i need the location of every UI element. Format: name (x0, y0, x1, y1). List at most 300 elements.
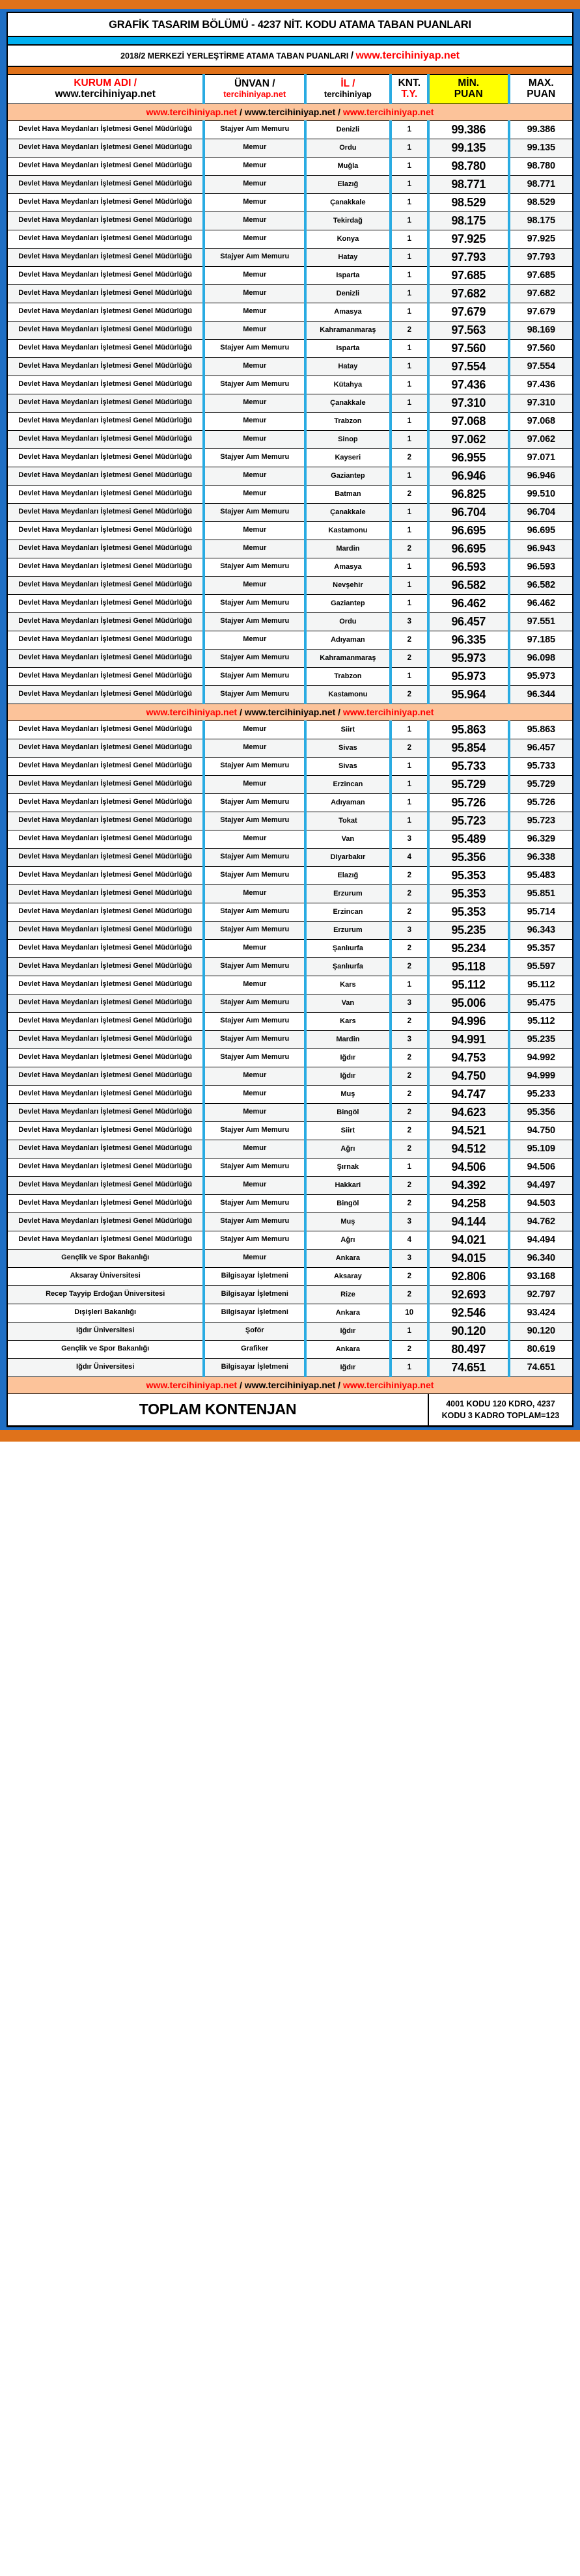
cell-kurum: Iğdır Üniversitesi (8, 1358, 204, 1377)
cell-knt: 1 (391, 284, 428, 303)
table-row (8, 884, 572, 903)
table-row (8, 1030, 572, 1048)
cell-kurum: Devlet Hava Meydanları İşletmesi Genel Müdürlüğü (8, 884, 204, 903)
cell-il: Ordu (305, 139, 391, 157)
cell-kurum: Devlet Hava Meydanları İşletmesi Genel Müdürlüğü (8, 303, 204, 321)
subtitle-text: 2018/2 MERKEZİ YERLEŞTİRME ATAMA TABAN PUANLARI (120, 51, 349, 61)
table-row (8, 230, 572, 248)
cell-il: Siirt (305, 720, 391, 739)
cell-max: 90.120 (509, 1322, 573, 1340)
cell-il: Elazığ (305, 175, 391, 193)
cell-min: 95.964 (428, 685, 509, 704)
table-row (8, 1176, 572, 1194)
cell-max: 94.999 (509, 1067, 573, 1085)
cell-kurum: Devlet Hava Meydanları İşletmesi Genel Müdürlüğü (8, 921, 204, 939)
table-row (8, 1067, 572, 1085)
cell-unvan: Memur (204, 775, 305, 793)
table-row (8, 1340, 572, 1358)
cell-max: 74.651 (509, 1358, 573, 1377)
cell-knt: 4 (391, 848, 428, 866)
cell-min: 98.780 (428, 157, 509, 175)
cell-max: 92.797 (509, 1285, 573, 1304)
table-row (8, 720, 572, 739)
table-row (8, 485, 572, 503)
table-row (8, 193, 572, 212)
cell-min: 94.750 (428, 1067, 509, 1085)
cell-knt: 2 (391, 540, 428, 558)
cell-min: 95.733 (428, 757, 509, 775)
cell-max: 97.554 (509, 357, 573, 376)
cell-kurum: Devlet Hava Meydanları İşletmesi Genel Müdürlüğü (8, 1085, 204, 1103)
cell-knt: 1 (391, 793, 428, 812)
cell-il: Aksaray (305, 1267, 391, 1285)
cell-il: Erzincan (305, 903, 391, 921)
cell-max: 98.780 (509, 157, 573, 175)
cell-min: 99.386 (428, 120, 509, 139)
cell-unvan: Memur (204, 157, 305, 175)
cell-il: Rize (305, 1285, 391, 1304)
cell-kurum: Devlet Hava Meydanları İşletmesi Genel Müdürlüğü (8, 631, 204, 649)
cell-min: 95.863 (428, 720, 509, 739)
cell-kurum: Devlet Hava Meydanları İşletmesi Genel Müdürlüğü (8, 248, 204, 266)
cell-max: 98.175 (509, 212, 573, 230)
cell-unvan: Stajyer Aım Memuru (204, 1158, 305, 1176)
cell-unvan: Memur (204, 1067, 305, 1085)
cell-min: 95.006 (428, 994, 509, 1012)
cell-unvan: Stajyer Aım Memuru (204, 594, 305, 612)
cell-knt: 1 (391, 376, 428, 394)
cell-min: 95.235 (428, 921, 509, 939)
cell-knt: 1 (391, 175, 428, 193)
table-row (8, 685, 572, 704)
cell-il: Kastamonu (305, 685, 391, 704)
cell-kurum: Devlet Hava Meydanları İşletmesi Genel Müdürlüğü (8, 376, 204, 394)
cell-max: 96.098 (509, 649, 573, 667)
cell-min: 98.771 (428, 175, 509, 193)
cell-knt: 2 (391, 866, 428, 884)
table-row (8, 1121, 572, 1140)
cell-unvan: Stajyer Aım Memuru (204, 667, 305, 685)
cell-min: 74.651 (428, 1358, 509, 1377)
table-row (8, 540, 572, 558)
cell-unvan: Stajyer Aım Memuru (204, 812, 305, 830)
cell-unvan: Stajyer Aım Memuru (204, 248, 305, 266)
cell-min: 95.112 (428, 976, 509, 994)
cell-min: 96.825 (428, 485, 509, 503)
cell-max: 96.340 (509, 1249, 573, 1267)
cell-il: Iğdır (305, 1358, 391, 1377)
cell-knt: 2 (391, 1103, 428, 1121)
cell-unvan: Memur (204, 939, 305, 957)
table-row (8, 1140, 572, 1158)
cell-il: Isparta (305, 339, 391, 357)
table-row (8, 412, 572, 430)
cell-max: 96.344 (509, 685, 573, 704)
cell-unvan: Stajyer Aım Memuru (204, 848, 305, 866)
cell-unvan: Memur (204, 412, 305, 430)
cell-kurum: Devlet Hava Meydanları İşletmesi Genel Müdürlüğü (8, 448, 204, 467)
cell-unvan: Stajyer Aım Memuru (204, 649, 305, 667)
cell-unvan: Memur (204, 1140, 305, 1158)
cell-max: 96.946 (509, 467, 573, 485)
cell-il: Muş (305, 1085, 391, 1103)
cell-max: 98.529 (509, 193, 573, 212)
cell-min: 97.062 (428, 430, 509, 448)
promo-banner-top-cell[interactable] (8, 103, 572, 120)
cell-min: 94.996 (428, 1012, 509, 1030)
cell-il: Van (305, 830, 391, 848)
cell-kurum: Devlet Hava Meydanları İşletmesi Genel Müdürlüğü (8, 1121, 204, 1140)
cell-max: 95.597 (509, 957, 573, 976)
unvan-header-line1: ÜNVAN / (234, 78, 275, 90)
cell-il: Mardin (305, 540, 391, 558)
cell-kurum: Devlet Hava Meydanları İşletmesi Genel Müdürlüğü (8, 139, 204, 157)
cell-unvan: Stajyer Aım Memuru (204, 448, 305, 467)
cell-unvan: Stajyer Aım Memuru (204, 1194, 305, 1213)
cell-unvan: Memur (204, 631, 305, 649)
table-header-row (8, 75, 572, 104)
cell-min: 96.593 (428, 558, 509, 576)
cell-knt: 2 (391, 448, 428, 467)
cell-max: 96.343 (509, 921, 573, 939)
table-row (8, 994, 572, 1012)
column-header-il (305, 75, 391, 104)
cell-knt: 2 (391, 1340, 428, 1358)
cell-kurum: Devlet Hava Meydanları İşletmesi Genel Müdürlüğü (8, 957, 204, 976)
cell-il: Siirt (305, 1121, 391, 1140)
cell-unvan: Memur (204, 230, 305, 248)
cell-min: 90.120 (428, 1322, 509, 1340)
table-row (8, 1358, 572, 1377)
cell-il: Gaziantep (305, 594, 391, 612)
cell-kurum: Devlet Hava Meydanları İşletmesi Genel Müdürlüğü (8, 1231, 204, 1249)
cell-max: 96.593 (509, 558, 573, 576)
cell-min: 94.015 (428, 1249, 509, 1267)
table-row (8, 120, 572, 139)
cell-kurum: Devlet Hava Meydanları İşletmesi Genel Müdürlüğü (8, 339, 204, 357)
cell-knt: 3 (391, 921, 428, 939)
cell-knt: 2 (391, 1048, 428, 1067)
cell-il: Gaziantep (305, 467, 391, 485)
cell-kurum: Devlet Hava Meydanları İşletmesi Genel Müdürlüğü (8, 848, 204, 866)
cell-knt: 2 (391, 321, 428, 339)
cell-il: Diyarbakır (305, 848, 391, 866)
cell-min: 96.462 (428, 594, 509, 612)
cell-unvan: Stajyer Aım Memuru (204, 1012, 305, 1030)
cell-min: 94.144 (428, 1213, 509, 1231)
cell-il: Isparta (305, 266, 391, 284)
max-header-line2: PUAN (527, 89, 556, 100)
cell-min: 97.793 (428, 248, 509, 266)
column-header-knt (391, 75, 428, 104)
table-row (8, 321, 572, 339)
cell-il: Şırnak (305, 1158, 391, 1176)
cell-il: Kahramanmaraş (305, 321, 391, 339)
cell-max: 97.068 (509, 412, 573, 430)
il-header-line1: İL / (340, 78, 355, 90)
cell-kurum: Devlet Hava Meydanları İşletmesi Genel Müdürlüğü (8, 1103, 204, 1121)
cell-kurum: Devlet Hava Meydanları İşletmesi Genel Müdürlüğü (8, 430, 204, 448)
bottom-orange-bar (0, 1430, 580, 1442)
max-header-line1: MAX. (528, 77, 554, 89)
cell-unvan: Memur (204, 467, 305, 485)
cell-il: Ankara (305, 1304, 391, 1322)
cell-il: Iğdır (305, 1048, 391, 1067)
cell-unvan: Memur (204, 1085, 305, 1103)
cell-max: 99.135 (509, 139, 573, 157)
cell-kurum: Devlet Hava Meydanları İşletmesi Genel Müdürlüğü (8, 266, 204, 284)
table-row (8, 521, 572, 540)
subtitle-website[interactable]: www.tercihiniyap.net (355, 50, 460, 61)
cell-unvan: Memur (204, 540, 305, 558)
cell-min: 97.685 (428, 266, 509, 284)
cell-knt: 1 (391, 757, 428, 775)
cell-min: 96.695 (428, 521, 509, 540)
cell-max: 98.169 (509, 321, 573, 339)
cell-max: 97.062 (509, 430, 573, 448)
cell-knt: 1 (391, 193, 428, 212)
cell-unvan: Stajyer Aım Memuru (204, 1231, 305, 1249)
cell-knt: 2 (391, 903, 428, 921)
table-row (8, 848, 572, 866)
cell-kurum: Devlet Hava Meydanları İşletmesi Genel Müdürlüğü (8, 412, 204, 430)
cell-max: 80.619 (509, 1340, 573, 1358)
cell-il: Muş (305, 1213, 391, 1231)
cell-min: 97.682 (428, 284, 509, 303)
table-row (8, 558, 572, 576)
cell-min: 97.679 (428, 303, 509, 321)
table-row (8, 830, 572, 848)
cell-kurum: Devlet Hava Meydanları İşletmesi Genel Müdürlüğü (8, 157, 204, 175)
cell-il: Sinop (305, 430, 391, 448)
table-row (8, 467, 572, 485)
cell-min: 95.356 (428, 848, 509, 866)
cell-il: Tekirdağ (305, 212, 391, 230)
cell-kurum: Devlet Hava Meydanları İşletmesi Genel Müdürlüğü (8, 558, 204, 576)
cell-max: 95.723 (509, 812, 573, 830)
cell-unvan: Stajyer Aım Memuru (204, 1030, 305, 1048)
promo-bot-sep1: / (237, 1379, 245, 1390)
table-row (8, 157, 572, 175)
cell-min: 97.560 (428, 339, 509, 357)
cell-knt: 1 (391, 1322, 428, 1340)
cell-il: Mardin (305, 1030, 391, 1048)
cell-unvan: Memur (204, 430, 305, 448)
cell-min: 96.946 (428, 467, 509, 485)
cell-unvan: Memur (204, 521, 305, 540)
kurum-header-line2: www.tercihiniyap.net (55, 89, 156, 100)
cell-max: 96.457 (509, 739, 573, 757)
cell-knt: 2 (391, 1285, 428, 1304)
cell-kurum: Devlet Hava Meydanları İşletmesi Genel Müdürlüğü (8, 649, 204, 667)
cell-unvan: Memur (204, 720, 305, 739)
cell-max: 96.943 (509, 540, 573, 558)
promo-banner-middle-cell[interactable] (8, 704, 572, 720)
cell-il: Batman (305, 485, 391, 503)
cell-max: 96.695 (509, 521, 573, 540)
cell-il: Trabzon (305, 412, 391, 430)
cell-knt: 2 (391, 631, 428, 649)
cell-max: 95.483 (509, 866, 573, 884)
cell-il: Erzurum (305, 921, 391, 939)
cell-max: 97.793 (509, 248, 573, 266)
table-row (8, 939, 572, 957)
promo-part3: www.tercihiniyap.net (342, 106, 434, 117)
cell-knt: 2 (391, 1012, 428, 1030)
cell-knt: 1 (391, 594, 428, 612)
cell-knt: 2 (391, 685, 428, 704)
cell-kurum: Devlet Hava Meydanları İşletmesi Genel Müdürlüğü (8, 1012, 204, 1030)
cell-il: Şanlıurfa (305, 939, 391, 957)
cell-unvan: Bilgisayar İşletmeni (204, 1304, 305, 1322)
cell-unvan: Memur (204, 394, 305, 412)
cell-knt: 3 (391, 612, 428, 631)
promo-sep2: / (335, 106, 343, 117)
cell-il: Erzurum (305, 884, 391, 903)
cell-knt: 2 (391, 1267, 428, 1285)
table-row (8, 1103, 572, 1121)
cell-unvan: Stajyer Aım Memuru (204, 339, 305, 357)
cell-max: 95.235 (509, 1030, 573, 1048)
cell-knt: 1 (391, 230, 428, 248)
table-row (8, 394, 572, 412)
cell-max: 97.551 (509, 612, 573, 631)
table-row (8, 175, 572, 193)
cell-knt: 1 (391, 1158, 428, 1176)
orange-divider (8, 67, 572, 74)
total-quota-row (8, 1393, 572, 1425)
cell-il: Ordu (305, 612, 391, 631)
cell-min: 95.854 (428, 739, 509, 757)
cell-max: 97.685 (509, 266, 573, 284)
cell-il: Trabzon (305, 667, 391, 685)
content-panel (7, 12, 573, 1427)
subtitle-separator: / (350, 50, 353, 61)
cell-knt: 2 (391, 1176, 428, 1194)
cell-il: Konya (305, 230, 391, 248)
column-header-min-puan (428, 75, 509, 104)
cell-knt: 2 (391, 1140, 428, 1158)
cell-knt: 3 (391, 830, 428, 848)
table-row (8, 667, 572, 685)
table-row (8, 376, 572, 394)
cell-kurum: Devlet Hava Meydanları İşletmesi Genel Müdürlüğü (8, 594, 204, 612)
promo-bot-part2: www.tercihiniyap.net (244, 1379, 336, 1390)
cell-knt: 1 (391, 412, 428, 430)
cell-unvan: Stajyer Aım Memuru (204, 866, 305, 884)
cell-kurum: Devlet Hava Meydanları İşletmesi Genel Müdürlüğü (8, 576, 204, 594)
cell-max: 97.560 (509, 339, 573, 357)
cell-il: Iğdır (305, 1067, 391, 1085)
cell-kurum: Devlet Hava Meydanları İşletmesi Genel Müdürlüğü (8, 1140, 204, 1158)
cell-kurum: Devlet Hava Meydanları İşletmesi Genel Müdürlüğü (8, 230, 204, 248)
cell-unvan: Stajyer Aım Memuru (204, 757, 305, 775)
cell-il: Hatay (305, 248, 391, 266)
cell-kurum: Recep Tayyip Erdoğan Üniversitesi (8, 1285, 204, 1304)
cell-il: Çanakkale (305, 394, 391, 412)
cell-il: Iğdır (305, 1322, 391, 1340)
cell-max: 95.726 (509, 793, 573, 812)
promo-sep1: / (237, 106, 245, 117)
promo-banner-bottom (8, 1377, 572, 1393)
top-orange-bar (0, 0, 580, 9)
cell-min: 96.335 (428, 631, 509, 649)
cell-min: 95.353 (428, 903, 509, 921)
cell-min: 95.489 (428, 830, 509, 848)
cell-unvan: Stajyer Aım Memuru (204, 612, 305, 631)
table-row (8, 1012, 572, 1030)
min-header-line1: MİN. (458, 77, 480, 89)
cell-min: 95.118 (428, 957, 509, 976)
cell-max: 94.992 (509, 1048, 573, 1067)
promo-banner-top (8, 103, 572, 120)
table-row (8, 775, 572, 793)
cell-min: 95.353 (428, 884, 509, 903)
kurum-header-line1: KURUM ADI / (74, 77, 137, 89)
cell-min: 96.457 (428, 612, 509, 631)
cell-max: 96.582 (509, 576, 573, 594)
cell-kurum: Gençlik ve Spor Bakanlığı (8, 1249, 204, 1267)
cell-max: 99.510 (509, 485, 573, 503)
cell-kurum: Devlet Hava Meydanları İşletmesi Genel Müdürlüğü (8, 503, 204, 521)
cell-unvan: Memur (204, 266, 305, 284)
cell-unvan: Memur (204, 175, 305, 193)
cell-kurum: Devlet Hava Meydanları İşletmesi Genel Müdürlüğü (8, 485, 204, 503)
table-row (8, 212, 572, 230)
cell-max: 97.925 (509, 230, 573, 248)
table-row (8, 1085, 572, 1103)
cell-min: 92.806 (428, 1267, 509, 1285)
cell-knt: 2 (391, 957, 428, 976)
cell-knt: 3 (391, 994, 428, 1012)
cell-kurum: Devlet Hava Meydanları İşletmesi Genel Müdürlüğü (8, 793, 204, 812)
cell-min: 95.729 (428, 775, 509, 793)
table-row (8, 1213, 572, 1231)
cell-max: 96.462 (509, 594, 573, 612)
cell-knt: 1 (391, 720, 428, 739)
cell-unvan: Memur (204, 193, 305, 212)
cell-il: Bingöl (305, 1103, 391, 1121)
promo-mid-sep2: / (335, 706, 343, 717)
cell-knt: 3 (391, 1249, 428, 1267)
cell-max: 95.356 (509, 1103, 573, 1121)
cell-il: Nevşehir (305, 576, 391, 594)
cell-max: 99.386 (509, 120, 573, 139)
cell-knt: 1 (391, 266, 428, 284)
cell-knt: 1 (391, 120, 428, 139)
cell-il: Sivas (305, 757, 391, 775)
cell-kurum: Devlet Hava Meydanları İşletmesi Genel Müdürlüğü (8, 394, 204, 412)
table-row (8, 793, 572, 812)
cell-kurum: Iğdır Üniversitesi (8, 1322, 204, 1340)
cell-knt: 1 (391, 339, 428, 357)
cell-kurum: Devlet Hava Meydanları İşletmesi Genel Müdürlüğü (8, 212, 204, 230)
cell-max: 95.112 (509, 1012, 573, 1030)
table-row (8, 1249, 572, 1267)
cell-kurum: Devlet Hava Meydanları İşletmesi Genel Müdürlüğü (8, 521, 204, 540)
cell-min: 92.546 (428, 1304, 509, 1322)
cell-max: 94.497 (509, 1176, 573, 1194)
cell-knt: 1 (391, 430, 428, 448)
table-row (8, 1304, 572, 1322)
promo-banner-bottom-cell[interactable] (8, 1377, 572, 1393)
cell-min: 95.726 (428, 793, 509, 812)
cell-knt: 2 (391, 739, 428, 757)
total-quota-label: TOPLAM KONTENJAN (8, 1393, 428, 1425)
page-title: GRAFİK TASARIM BÖLÜMÜ - 4237 NİT. KODU ATAMA TABAN PUANLARI (8, 13, 572, 37)
table-row (8, 430, 572, 448)
table-row (8, 1322, 572, 1340)
